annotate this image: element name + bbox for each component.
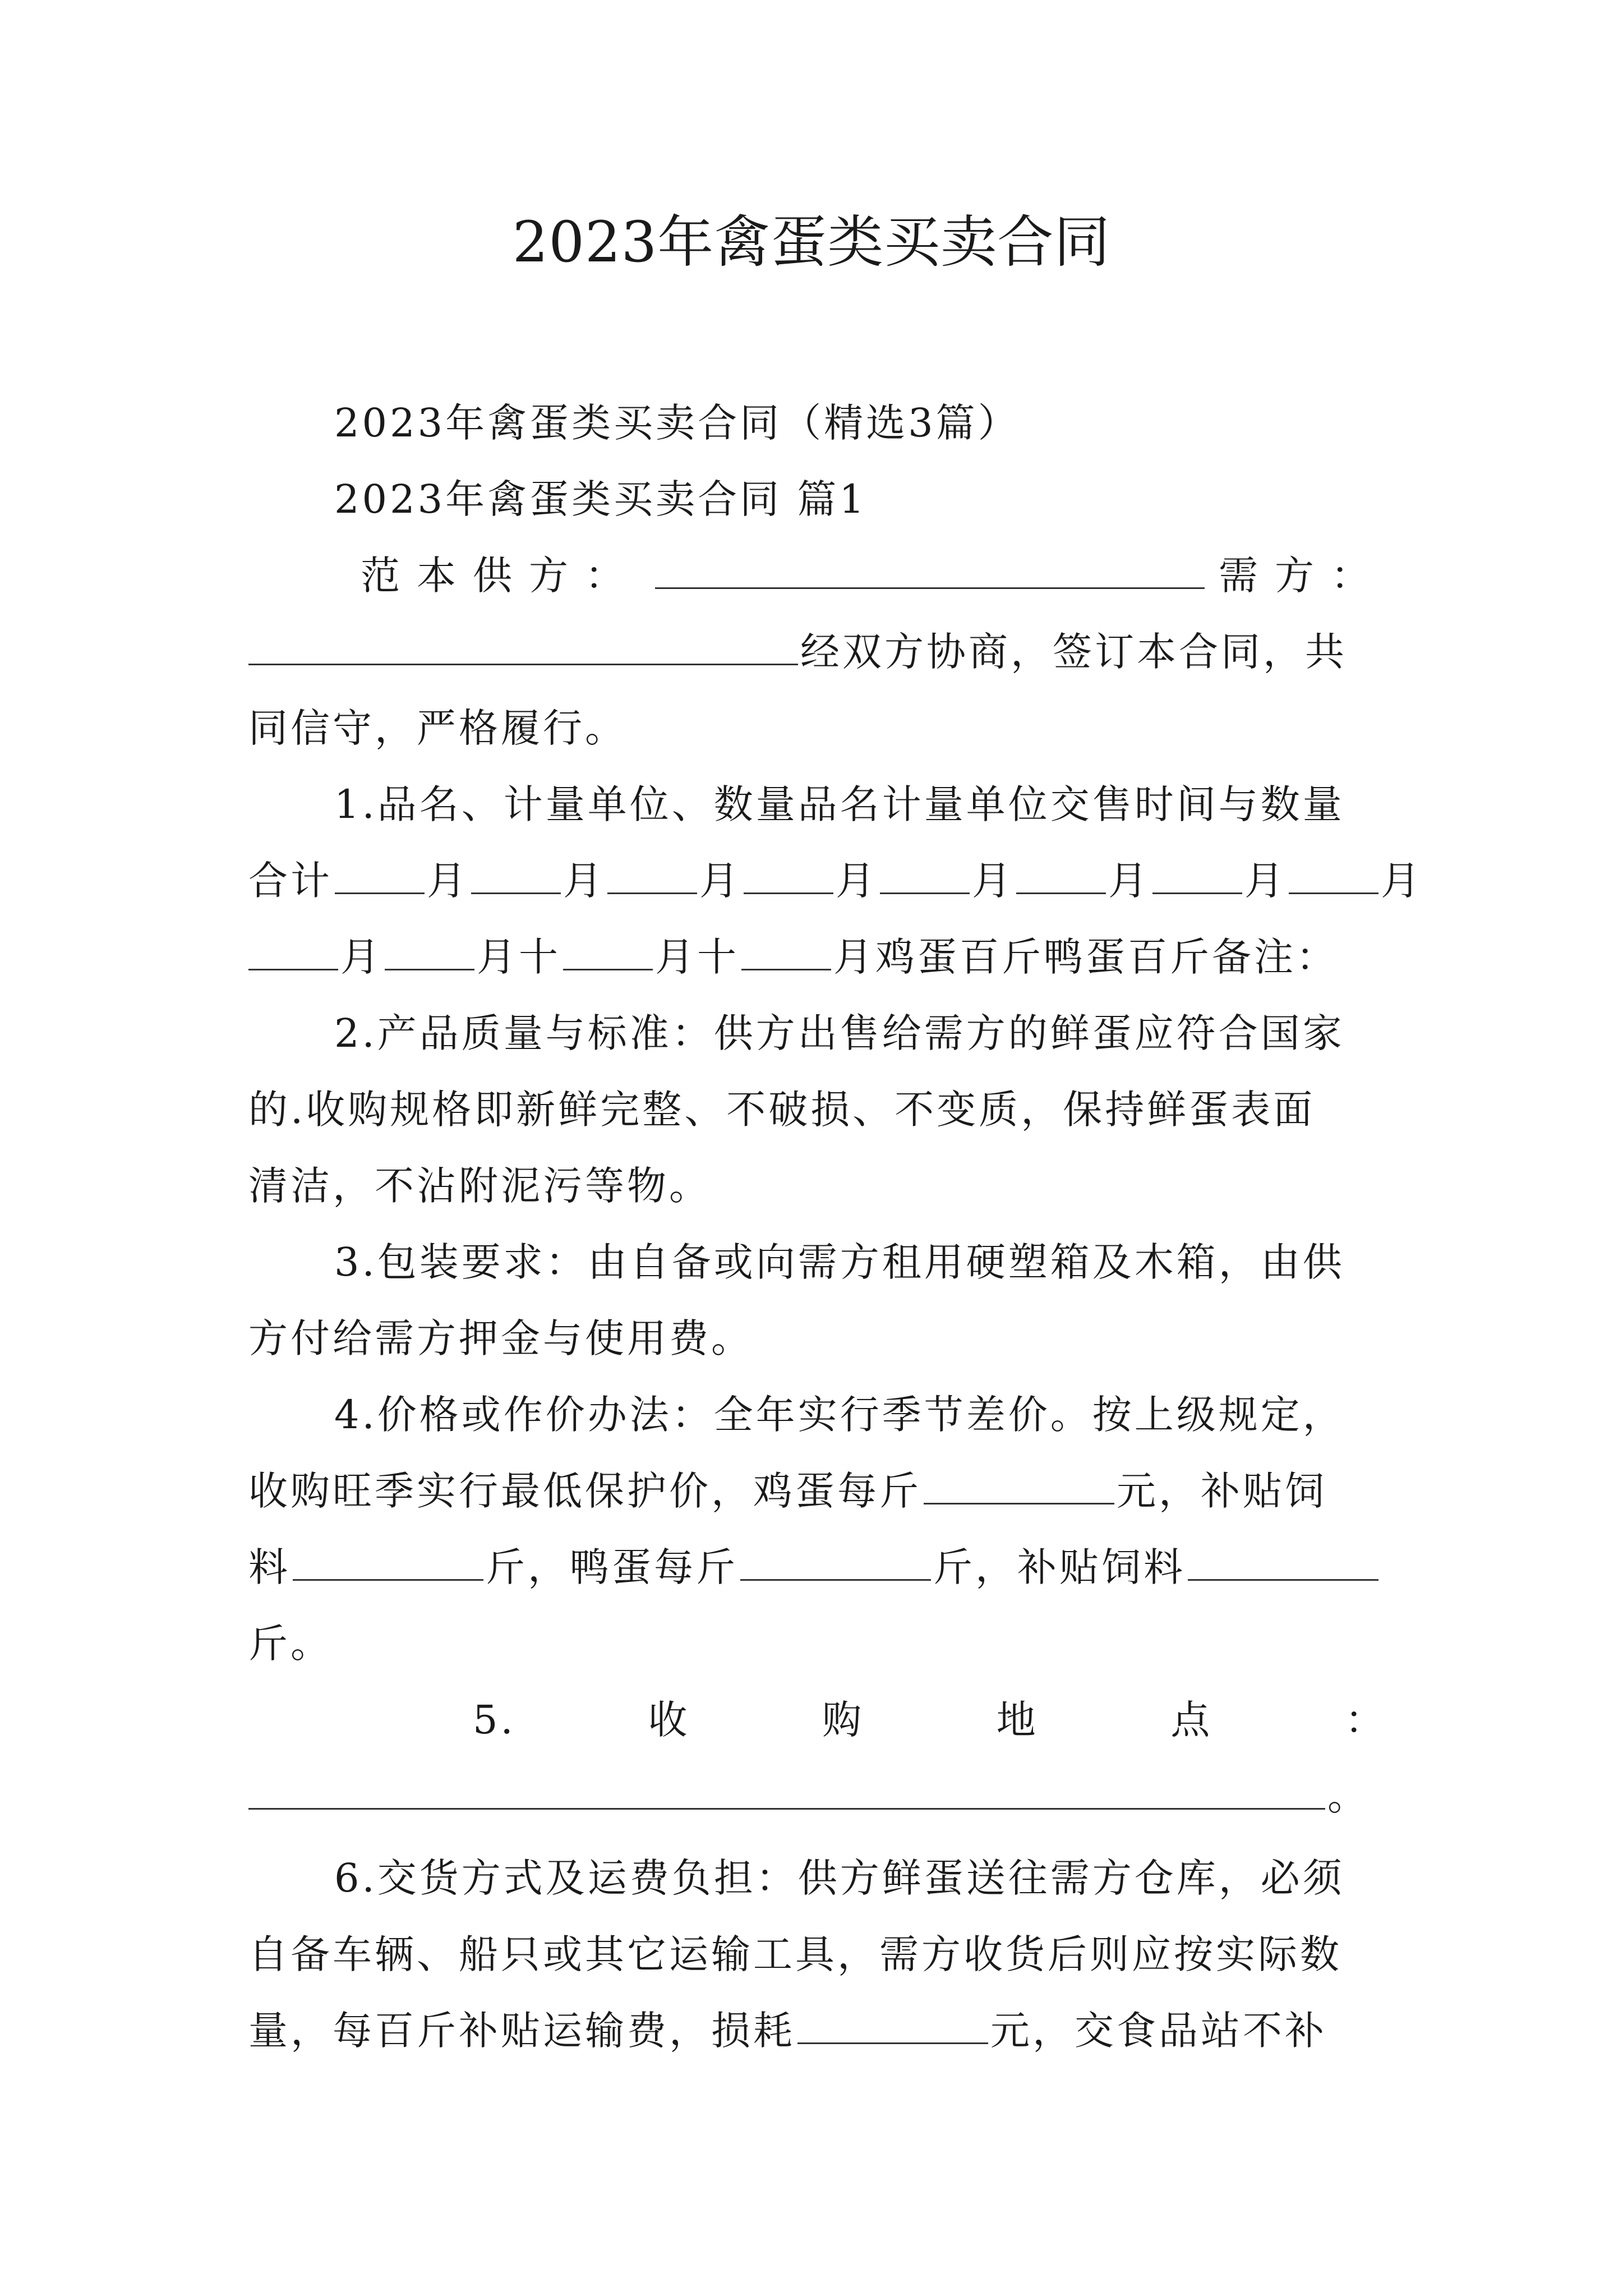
month-label: 月 xyxy=(563,858,605,904)
clause6-line1: 6.交货方式及运费负担：供方鲜蛋送往需方仓库，必须 xyxy=(334,1855,1345,1901)
document-title: 2023年禽蛋类买卖合同 xyxy=(512,209,1111,275)
month-label: 月 xyxy=(972,858,1014,904)
loss-blank xyxy=(797,2003,988,2044)
blank xyxy=(744,853,833,894)
total-label: 合计 xyxy=(248,858,333,904)
clause5-part: 收 xyxy=(648,1697,690,1743)
clause6-line3-start: 量，每百斤补贴运输费，损耗 xyxy=(248,2008,795,2054)
clause4-line4: 斤。 xyxy=(248,1621,333,1667)
clause5-end: 。 xyxy=(1327,1773,1370,1819)
clause6-line3-end: 元，交食品站不补 xyxy=(990,2008,1327,2054)
clause4-line2 xyxy=(248,1453,1387,1529)
supplier-blank xyxy=(655,548,1205,589)
blank xyxy=(1289,853,1378,894)
clause3-line2: 方付给需方押金与使用费。 xyxy=(248,1315,753,1361)
clause4-line3-b: 斤，鸭蛋每斤 xyxy=(486,1544,738,1590)
clause5-part: 5. xyxy=(473,1697,516,1743)
location-blank xyxy=(248,1769,1325,1810)
clause2-line3: 清洁，不沾附泥污等物。 xyxy=(248,1163,711,1209)
clause2-line2: 的.收购规格即新鲜完整、不破损、不变质，保持鲜蛋表面 xyxy=(248,1087,1316,1133)
document-body xyxy=(248,385,1423,2069)
egg-price-blank xyxy=(924,1464,1114,1504)
blank xyxy=(1016,853,1106,894)
demand-label: 需方： xyxy=(1219,553,1387,599)
supplier-label: 范本供方： xyxy=(361,553,641,599)
blank xyxy=(607,853,697,894)
subtitle: 2023年禽蛋类买卖合同（精选3篇） xyxy=(334,400,1020,446)
clause6-line2: 自备车辆、船只或其它运输工具，需方收货后则应按实际数 xyxy=(248,1931,1342,1977)
agree-line-2: 同信守，严格履行。 xyxy=(248,705,627,751)
clause1-line1: 1.品名、计量单位、数量品名计量单位交售时间与数量 xyxy=(334,781,1345,827)
demand-blank xyxy=(248,624,798,665)
clause4-line3-c: 斤，补贴饲料 xyxy=(933,1544,1186,1590)
feed-blank xyxy=(293,1540,483,1581)
month-ten-label: 月十 xyxy=(655,934,739,980)
section-heading: 2023年禽蛋类买卖合同 篇1 xyxy=(334,476,867,522)
clause1-line3-end: 月鸡蛋百斤鸭蛋百斤备注： xyxy=(833,934,1338,980)
parties-line xyxy=(248,537,1387,614)
blank xyxy=(335,853,425,894)
clause4-line3-a: 料 xyxy=(248,1544,291,1590)
clause5-line1 xyxy=(248,1682,1387,1758)
clause5-line2 xyxy=(248,1758,1387,1834)
blank xyxy=(563,930,653,970)
month-label: 月 xyxy=(340,934,382,980)
month-ten-label: 月十 xyxy=(477,934,561,980)
agree-line xyxy=(248,614,1387,690)
blank xyxy=(385,930,474,970)
month-label: 月 xyxy=(699,858,741,904)
clause5-part: 点 xyxy=(1170,1697,1213,1743)
clause2-line1: 2.产品质量与标准：供方出售给需方的鲜蛋应符合国家 xyxy=(334,1010,1345,1056)
clause6-line3 xyxy=(248,1993,1387,2069)
blank xyxy=(741,930,831,970)
clause5-part: ： xyxy=(1345,1697,1387,1743)
clause5-part: 地 xyxy=(996,1697,1039,1743)
month-label: 月 xyxy=(1381,858,1423,904)
clause1-line3 xyxy=(248,919,1387,995)
blank xyxy=(471,853,561,894)
month-label: 月 xyxy=(1108,858,1150,904)
duck-feed-blank xyxy=(1188,1540,1378,1581)
agree-text-1: 经双方协商，签订本合同，共 xyxy=(800,629,1347,675)
month-label: 月 xyxy=(836,858,878,904)
clause5-part: 购 xyxy=(822,1697,865,1743)
clause4-line2-start: 收购旺季实行最低保护价，鸡蛋每斤 xyxy=(248,1468,921,1514)
month-label: 月 xyxy=(427,858,469,904)
blank xyxy=(248,930,338,970)
duck-egg-price-blank xyxy=(740,1540,931,1581)
clause4-line2-end: 元，补贴饲 xyxy=(1117,1468,1327,1514)
clause3-line1: 3.包装要求：由自备或向需方租用硬塑箱及木箱，由供 xyxy=(334,1239,1345,1285)
month-label: 月 xyxy=(1244,858,1287,904)
blank xyxy=(1152,853,1242,894)
clause1-line2 xyxy=(248,843,1423,919)
blank xyxy=(880,853,970,894)
clause4-line1: 4.价格或作价办法：全年实行季节差价。按上级规定， xyxy=(334,1392,1345,1438)
clause4-line3 xyxy=(248,1529,1387,1605)
